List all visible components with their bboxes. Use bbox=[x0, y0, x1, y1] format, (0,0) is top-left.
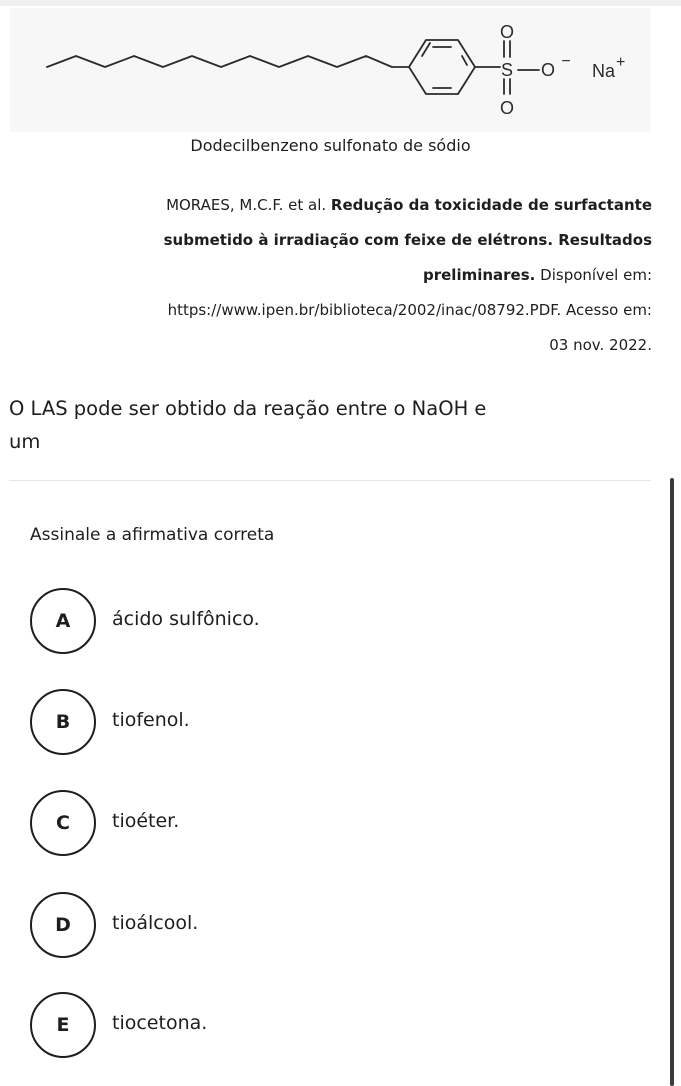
option-d[interactable] bbox=[30, 892, 630, 958]
option-d-text[interactable]: tioálcool. bbox=[112, 912, 199, 934]
option-c-letter[interactable]: C bbox=[30, 790, 96, 856]
option-a-text[interactable]: ácido sulfônico. bbox=[112, 608, 260, 630]
sodium-label: Na bbox=[592, 61, 616, 81]
citation-available: Disponível em: bbox=[540, 266, 652, 284]
question-prompt: Assinale a afirmativa correta bbox=[30, 525, 275, 545]
statement-line-1: O LAS pode ser obtido da reação entre o NaOH e bbox=[9, 397, 487, 420]
option-a-letter[interactable]: A bbox=[30, 588, 96, 654]
oxygen-top-label: O bbox=[499, 22, 515, 42]
oxygen-bottom-label: O bbox=[499, 98, 515, 118]
section-divider bbox=[9, 480, 651, 481]
plus-charge-label: + bbox=[616, 54, 626, 71]
citation-line-4 bbox=[20, 293, 652, 328]
citation-line-1 bbox=[20, 188, 652, 223]
option-e-letter[interactable]: E bbox=[30, 992, 96, 1058]
option-e-text[interactable]: tiocetona. bbox=[112, 1012, 208, 1034]
citation-line-5 bbox=[20, 328, 652, 363]
benzene-ring bbox=[409, 40, 475, 94]
option-b-letter[interactable]: B bbox=[30, 689, 96, 755]
dodecylbenzene-sulfonate-structure bbox=[10, 8, 651, 132]
alkyl-chain bbox=[47, 56, 392, 67]
sulfur-label: S bbox=[500, 60, 514, 80]
minus-charge-label: − bbox=[561, 53, 571, 70]
citation-title-line-3: preliminares. bbox=[423, 266, 536, 284]
chemical-structure-figure bbox=[10, 8, 651, 132]
question-statement bbox=[9, 392, 649, 458]
citation-access: Acesso em: bbox=[566, 301, 652, 319]
option-b-text[interactable]: tiofenol. bbox=[112, 709, 190, 731]
option-b[interactable] bbox=[30, 689, 630, 755]
option-a[interactable] bbox=[30, 588, 630, 654]
option-c[interactable] bbox=[30, 790, 630, 856]
citation-title-line-2: submetido à irradiação com feixe de elétrons. Resultados bbox=[163, 231, 652, 249]
citation-line-2 bbox=[20, 223, 652, 258]
option-e[interactable] bbox=[30, 992, 630, 1058]
citation bbox=[20, 188, 652, 363]
option-d-letter[interactable]: D bbox=[30, 892, 96, 958]
citation-authors: MORAES, M.C.F. et al. bbox=[166, 196, 327, 214]
scrollbar[interactable] bbox=[670, 478, 674, 1086]
statement-line-2: um bbox=[9, 430, 41, 453]
figure-caption: Dodecilbenzeno sulfonato de sódio bbox=[190, 136, 471, 155]
citation-date: 03 nov. 2022. bbox=[549, 336, 652, 354]
citation-line-3 bbox=[20, 258, 652, 293]
citation-title-line-1: Redução da toxicidade de surfactante bbox=[330, 196, 652, 214]
citation-url[interactable]: https://www.ipen.br/biblioteca/2002/inac/08792.PDF. bbox=[167, 301, 562, 319]
oxygen-minus-label: O bbox=[540, 60, 556, 80]
option-c-text[interactable]: tioéter. bbox=[112, 810, 180, 832]
top-strip bbox=[0, 0, 681, 6]
